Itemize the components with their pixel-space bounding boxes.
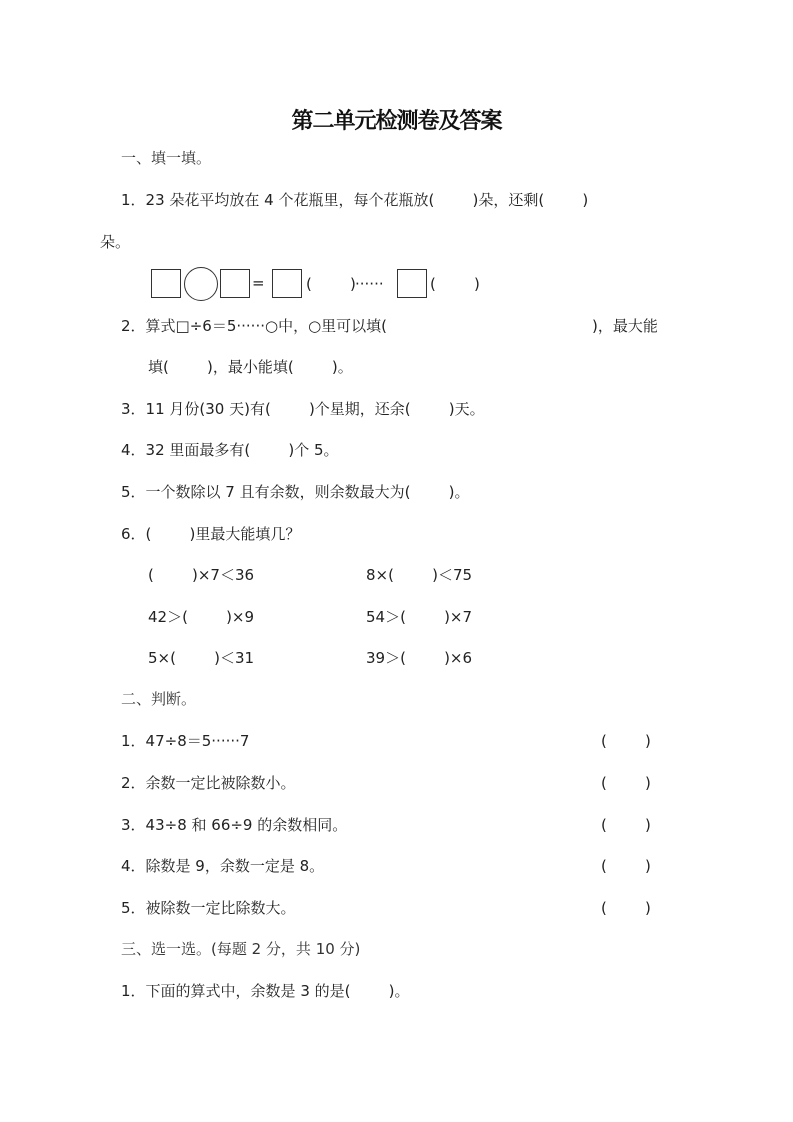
q6: 6．( )里最大能填几？ (121, 525, 301, 543)
ellipsis: ······ (355, 275, 384, 293)
q6-item: 39＞( )×6 (366, 649, 473, 667)
q6-item: ( )×7＜36 (148, 566, 255, 584)
judge-answer-paren: ( ) (601, 732, 651, 750)
q6-item: 42＞( )×9 (148, 608, 255, 626)
page-title: 第二单元检测卷及答案 (291, 109, 502, 134)
q2-line2: 填( )，最小能填( )。 (148, 358, 353, 376)
equals-sign: = (252, 274, 265, 292)
judge-item: 2．余数一定比被除数小。 (121, 774, 296, 792)
section1-heading: 一、填一填。 (121, 149, 212, 167)
judge-item: 4．除数是 9，余数一定是 8。 (121, 857, 325, 875)
remainder-box (397, 269, 427, 298)
divisor-box (220, 269, 250, 298)
q6-item: 54＞( )×7 (366, 608, 473, 626)
judge-answer-paren: ( ) (601, 774, 651, 792)
judge-answer-paren: ( ) (601, 857, 651, 875)
judge-answer-paren: ( ) (601, 899, 651, 917)
judge-answer-paren: ( ) (601, 816, 651, 834)
section2-heading: 二、判断。 (121, 690, 197, 708)
q4: 4．32 里面最多有( )个 5。 (121, 441, 339, 459)
q3: 3．11 月份(30 天)有( )个星期，还余( )天。 (121, 400, 485, 418)
remainder-paren: ( ) (430, 275, 480, 293)
q1-line2: 朵。 (100, 233, 131, 251)
q2-line1a: 2．算式□÷6＝5······○中，○里可以填( (121, 317, 388, 335)
quotient-paren: ( ) (306, 275, 356, 293)
choice-q1: 1．下面的算式中，余数是 3 的是( )。 (121, 982, 410, 1000)
q6-item: 5×( )＜31 (148, 649, 255, 667)
q1-line1: 1．23 朵花平均放在 4 个花瓶里，每个花瓶放( )朵，还剩( ) (121, 191, 589, 209)
q6-item: 8×( )＜75 (366, 566, 473, 584)
judge-item: 1．47÷8＝5······7 (121, 732, 250, 750)
judge-item: 3．43÷8 和 66÷9 的余数相同。 (121, 816, 348, 834)
judge-item: 5．被除数一定比除数大。 (121, 899, 296, 917)
operator-circle (184, 267, 218, 301)
quotient-box (272, 269, 302, 298)
q2-line1b: )，最大能 (592, 317, 658, 335)
dividend-box (151, 269, 181, 298)
q5: 5．一个数除以 7 且有余数，则余数最大为( )。 (121, 483, 470, 501)
section3-heading: 三、选一选。(每题 2 分，共 10 分) (121, 940, 361, 958)
